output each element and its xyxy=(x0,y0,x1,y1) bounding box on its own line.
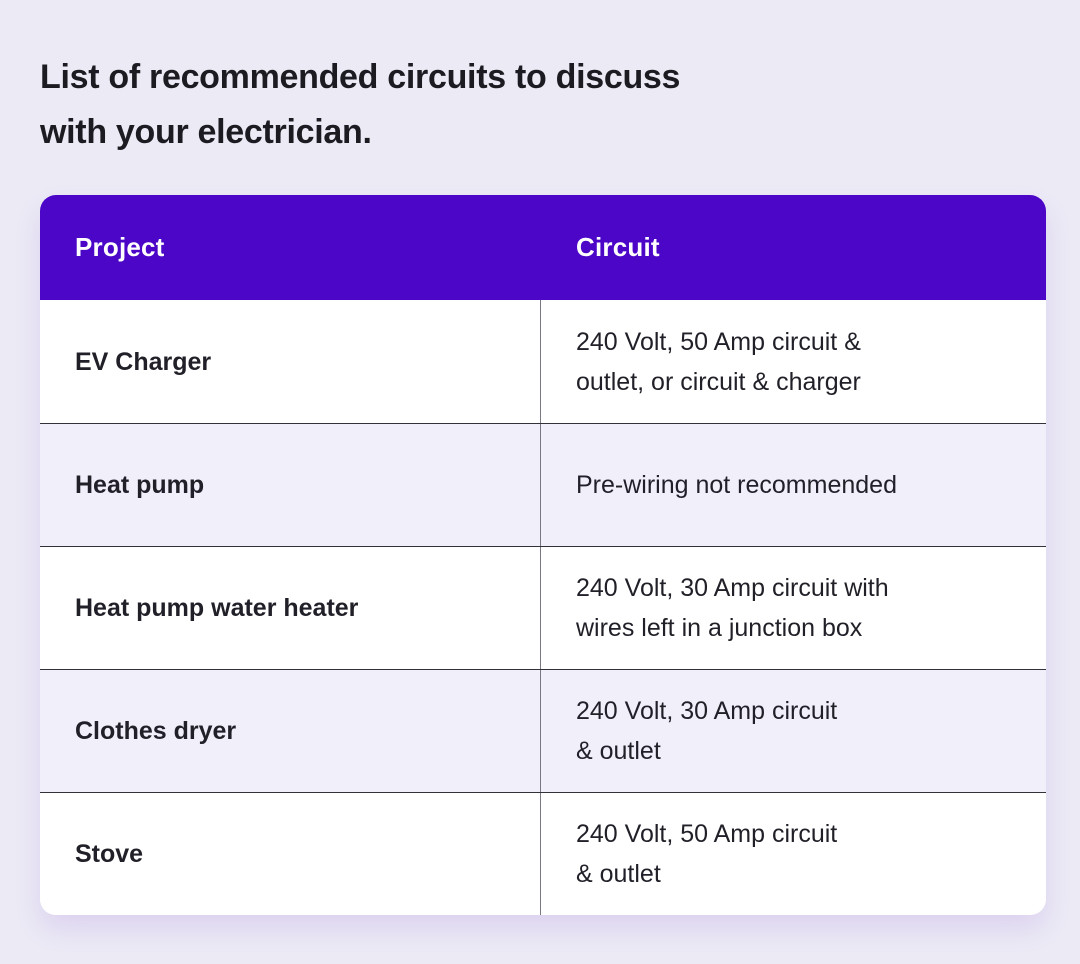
table-row-clothes-dryer xyxy=(40,669,1046,792)
table-row-stove xyxy=(40,792,1046,915)
circuit-text-line: 240 Volt, 50 Amp circuit & xyxy=(576,327,861,356)
circuit-cell xyxy=(541,793,1046,915)
project-cell: EV Charger xyxy=(40,300,541,423)
circuit-cell xyxy=(541,424,1046,546)
circuit-text-line: wires left in a junction box xyxy=(576,614,863,642)
column-header-circuit: Circuit xyxy=(576,232,660,262)
project-cell: Heat pump water heater xyxy=(40,547,541,669)
circuit-text-line: 240 Volt, 50 Amp circuit xyxy=(576,820,838,848)
circuit-text-line: Pre-wiring not recommended xyxy=(576,471,897,499)
column-header-project: Project xyxy=(75,232,165,262)
table-row-heat-pump-water-heater xyxy=(40,546,1046,669)
project-cell: Stove xyxy=(40,793,541,915)
recommended-circuits-table xyxy=(40,195,1046,915)
circuit-text-line: & outlet xyxy=(576,860,661,888)
circuit-cell xyxy=(541,670,1046,792)
circuit-cell xyxy=(541,547,1046,669)
page-title-line-1: List of recommended circuits to discuss xyxy=(40,58,681,96)
table-row-heat-pump xyxy=(40,423,1046,546)
circuit-cell xyxy=(541,300,1046,423)
circuit-text-line: 240 Volt, 30 Amp circuit with xyxy=(576,574,889,602)
circuit-text-line: & outlet xyxy=(576,737,661,765)
page-title-line-2: with your electrician. xyxy=(40,113,372,151)
table-header-row xyxy=(40,195,1046,300)
project-cell: Clothes dryer xyxy=(40,670,541,792)
circuit-text-line: outlet, or circuit & charger xyxy=(576,367,861,396)
table-row-ev-charger xyxy=(40,300,1046,423)
project-cell: Heat pump xyxy=(40,424,541,546)
page-title xyxy=(40,50,680,160)
circuit-text-line: 240 Volt, 30 Amp circuit xyxy=(576,697,838,725)
